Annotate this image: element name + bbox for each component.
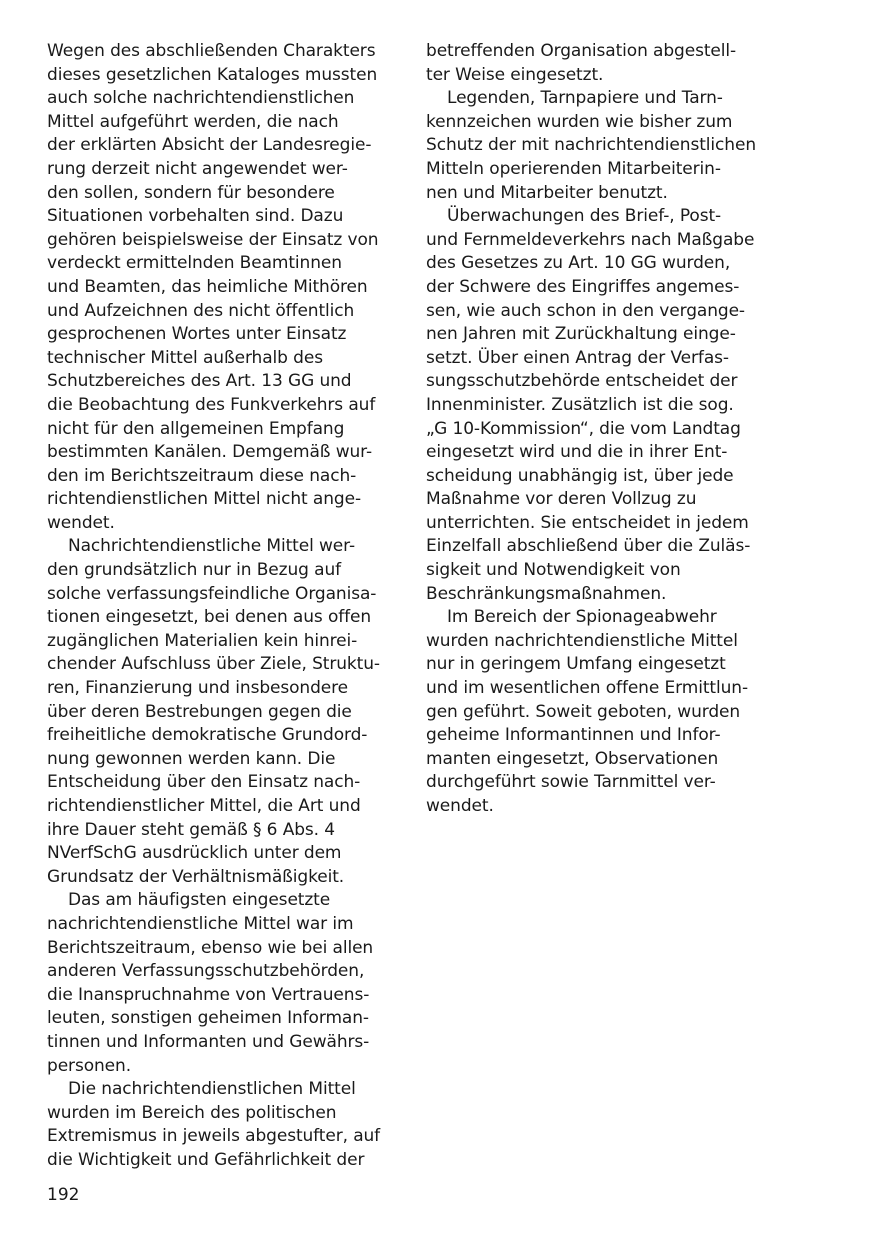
text-line: Die nachrichtendienstlichen Mittel	[68, 1079, 356, 1100]
text-line: wendet.	[426, 796, 494, 816]
text-line: der Schwere des Eingriffes angemes-	[426, 276, 740, 297]
text-line: richtendienstlicher Mittel, die Art und	[47, 796, 361, 816]
text-line: über deren Bestrebungen gegen die	[47, 701, 352, 722]
text-line: Legenden, Tarnpapiere und Tarn-	[447, 88, 723, 109]
text-line: tionen eingesetzt, bei denen aus offen	[47, 607, 372, 628]
text-line: freiheitliche demokratische Grundord-	[47, 725, 368, 746]
text-line: Situationen vorbehalten sind. Dazu	[47, 206, 344, 227]
left-text-column	[47, 40, 407, 1173]
text-line: nen Jahren mit Zurückhaltung einge-	[426, 324, 736, 345]
text-line: Wegen des abschließenden Charakters	[47, 41, 376, 61]
text-line: die Wichtigkeit und Gefährlichkeit der	[47, 1149, 365, 1170]
text-line: manten eingesetzt, Observationen	[426, 748, 719, 769]
text-line: die Beobachtung des Funkverkehrs auf	[47, 394, 376, 415]
text-line: NVerfSchG ausdrücklich unter dem	[47, 843, 342, 864]
text-line: Schutz der mit nachrichtendienstlichen	[426, 135, 756, 156]
text-line: „G 10-Kommission“, die vom Landtag	[426, 418, 741, 439]
text-line: richtendienstlichen Mittel nicht ange-	[47, 489, 361, 510]
text-line: nur in geringem Umfang eingesetzt	[426, 654, 726, 675]
text-line: zugänglichen Materialien kein hinrei-	[47, 630, 358, 651]
text-line: die Inanspruchnahme von Vertrauens-	[47, 984, 370, 1005]
text-line: ter Weise eingesetzt.	[426, 64, 604, 85]
text-line: setzt. Über einen Antrag der Verfas-	[426, 347, 729, 368]
text-line: wurden nachrichtendienstliche Mittel	[426, 630, 738, 651]
text-line: dieses gesetzlichen Kataloges mussten	[47, 64, 378, 85]
text-line: tinnen und Informanten und Gewährs-	[47, 1031, 370, 1052]
text-line: leuten, sonstigen geheimen Informan-	[47, 1008, 369, 1029]
text-line: auch solche nachrichtendienstlichen	[47, 88, 355, 109]
text-line: und Fernmeldeverkehrs nach Maßgabe	[426, 229, 755, 250]
text-line: Überwachungen des Brief-, Post-	[447, 206, 722, 227]
text-line: Einzelfall abschließend über die Zuläs-	[426, 536, 751, 557]
text-line: solche verfassungsfeindliche Organisa-	[47, 583, 377, 604]
text-line: technischer Mittel außerhalb des	[47, 347, 323, 368]
text-line: und Beamten, das heimliche Mithören	[47, 276, 368, 297]
right-text-column	[426, 40, 786, 819]
text-line: Grundsatz der Verhältnismäßigkeit.	[47, 866, 345, 887]
text-line: Entscheidung über den Einsatz nach-	[47, 772, 361, 793]
text-line: scheidung unabhängig ist, über jede	[426, 465, 734, 486]
text-line: sungsschutzbehörde entscheidet der	[426, 371, 738, 392]
text-line: ren, Finanzierung und insbesondere	[47, 678, 349, 699]
text-line: durchgeführt sowie Tarnmittel ver-	[426, 772, 716, 793]
text-line: nen und Mitarbeiter benutzt.	[426, 182, 668, 203]
text-line: gen geführt. Soweit geboten, wurden	[426, 701, 741, 722]
text-line: Im Bereich der Spionageabwehr	[447, 607, 717, 628]
text-line: Beschränkungsmaßnahmen.	[426, 583, 667, 604]
text-line: nicht für den allgemeinen Empfang	[47, 418, 345, 439]
text-line: verdeckt ermittelnden Beamtinnen	[47, 253, 342, 274]
text-line: sigkeit und Notwendigkeit von	[426, 560, 681, 581]
text-line: wurden im Bereich des politischen	[47, 1102, 337, 1123]
text-line: kennzeichen wurden wie bisher zum	[426, 111, 733, 132]
text-line: gesprochenen Wortes unter Einsatz	[47, 324, 347, 345]
text-line: personen.	[47, 1055, 132, 1076]
text-line: bestimmten Kanälen. Demgemäß wur-	[47, 442, 373, 463]
text-line: Berichtszeitraum, ebenso wie bei allen	[47, 937, 374, 958]
text-line: Innenminister. Zusätzlich ist die sog.	[426, 394, 734, 415]
text-line: nung gewonnen werden kann. Die	[47, 748, 336, 769]
text-line: ihre Dauer steht gemäß § 6 Abs. 4	[47, 819, 335, 840]
text-line: Schutzbereiches des Art. 13 GG und	[47, 371, 352, 392]
text-line: des Gesetzes zu Art. 10 GG wurden,	[426, 253, 731, 274]
text-line: und im wesentlichen offene Ermittlun-	[426, 678, 748, 699]
text-line: den grundsätzlich nur in Bezug auf	[47, 560, 342, 581]
text-line: Mitteln operierenden Mitarbeiterin-	[426, 158, 721, 179]
text-line: geheime Informantinnen und Infor-	[426, 725, 721, 746]
text-line: nachrichtendienstliche Mittel war im	[47, 913, 354, 934]
text-line: Das am häufigsten eingesetzte	[68, 890, 331, 911]
text-line: eingesetzt wird und die in ihrer Ent-	[426, 442, 728, 463]
text-line: betreffenden Organisation abgestell-	[426, 41, 737, 61]
text-line: und Aufzeichnen des nicht öffentlich	[47, 300, 355, 321]
text-line: den sollen, sondern für besondere	[47, 182, 335, 203]
page-number: 192	[47, 1185, 80, 1205]
text-line: der erklärten Absicht der Landesregie-	[47, 135, 372, 156]
text-line: chender Aufschluss über Ziele, Struktu-	[47, 654, 380, 675]
text-line: den im Berichtszeitraum diese nach-	[47, 465, 357, 486]
text-line: anderen Verfassungsschutzbehörden,	[47, 961, 365, 982]
text-line: gehören beispielsweise der Einsatz von	[47, 229, 379, 250]
text-line: rung derzeit nicht angewendet wer-	[47, 158, 348, 179]
text-line: Nachrichtendienstliche Mittel wer-	[68, 536, 355, 557]
text-line: Extremismus in jeweils abgestufter, auf	[47, 1126, 381, 1147]
text-line: Mittel aufgeführt werden, die nach	[47, 111, 339, 132]
text-line: unterrichten. Sie entscheidet in jedem	[426, 512, 749, 533]
text-line: Maßnahme vor deren Vollzug zu	[426, 489, 697, 510]
text-line: sen, wie auch schon in den vergange-	[426, 300, 745, 321]
text-line: wendet.	[47, 512, 115, 533]
